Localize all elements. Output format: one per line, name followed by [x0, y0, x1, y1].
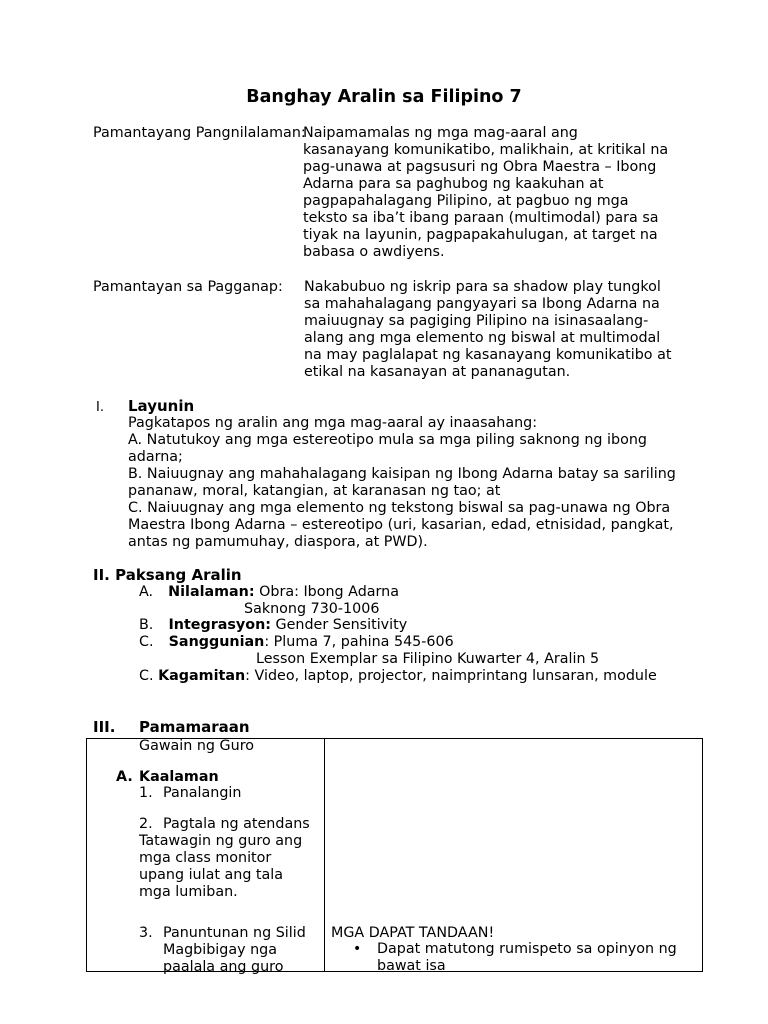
list-item — [139, 617, 407, 634]
item-value: Obra: Ibong Adarna — [259, 584, 399, 600]
page-title: Banghay Aralin sa Filipino 7 — [246, 87, 522, 107]
item-label: Sanggunian — [168, 634, 265, 650]
list-item — [139, 584, 399, 601]
section3-numeral: III. — [93, 718, 116, 736]
item-label: Nilalaman: — [168, 584, 255, 600]
bullet-icon: • — [353, 941, 362, 957]
reminders-heading: MGA DAPAT TANDAAN! — [331, 925, 495, 941]
item-value: : Video, laptop, projector, naimprintang lunsaran, module — [245, 668, 657, 684]
step-prayer: Panalangin — [163, 785, 242, 801]
section1-body: Pagkatapos ng aralin ang mga mag-aaral ay inaasahang: A. Natutukoy ang mga estereotipo mula sa mga piling saknong ng ibong adarna; B. Naiuugnay ang mahahalagang kaisipan ng Ibong Adarna batay sa sariling pananaw, moral, katangian, at karanasan ng tao; at C. Naiuugnay ang mga elemento ng tekstong biswal sa pag-unawa ng Obra Maestra Ibong Adarna – estereotipo (uri, kasarian, edad, etnisidad, pangkat, antas ng pamumuhay, diaspora, at PWD). — [128, 415, 676, 550]
item-value: Gender Sensitivity — [275, 617, 408, 633]
section2-numeral: II. — [93, 566, 110, 584]
step-number: 2. — [139, 816, 153, 832]
section1-numeral: I. — [96, 400, 104, 415]
section2-heading: Paksang Aralin — [115, 566, 242, 584]
step-number: 3. — [139, 925, 153, 941]
item-letter: A. — [139, 584, 154, 600]
teacher-activity-header: Gawain ng Guro — [139, 738, 255, 754]
step-classroom-rules: Panuntunan ng Silid Magbibigay nga paalala ang guro — [163, 925, 306, 975]
list-item — [139, 668, 657, 685]
item-label: Kagamitan — [158, 668, 246, 684]
nilalaman-continuation: Saknong 730-1006 — [244, 601, 380, 617]
subsection-letter: A. — [116, 769, 133, 785]
list-item — [139, 634, 454, 651]
step-number: 1. — [139, 785, 153, 801]
item-letter: C. — [139, 668, 154, 684]
performance-standard-text: Nakabubuo ng iskrip para sa shadow play tungkol sa mahahalagang pangyayari sa Ibong Adarna na maiuugnay sa pagiging Pilipino na isinasaalang- alang ang mga elemento ng biswal at multimodal na may paglalapat ng kasanayang komunikatibo at etikal na kasanayan at pananagutan. — [304, 279, 672, 380]
item-label: Integrasyon: — [168, 617, 271, 633]
content-standard-text: Naipamamalas ng mga mag-aaral ang kasanayang komunikatibo, malikhain, at kritikal na pag-unawa at pagsusuri ng Obra Maestra – Ibong Adarna para sa paghubog ng kaakuhan at pagpapahalagang Pilipino, at pagbuo ng mga teksto sa iba’t ibang paraan (multimodal) para sa tiyak na layunin, pagpapakahulugan, at target na babasa o awdiyens. — [303, 125, 669, 260]
content-standard-label: Pamantayang Pangnilalaman: — [93, 125, 306, 141]
item-letter: C. — [139, 634, 154, 650]
item-value: : Pluma 7, pahina 545-606 — [264, 634, 454, 650]
section2-title — [93, 567, 242, 584]
column-divider — [324, 739, 325, 971]
performance-standard-label: Pamantayan sa Pagganap: — [93, 279, 283, 295]
step-attendance: Pagtala ng atendans Tatawagin ng guro ang mga class monitor upang iulat ang tala mga lumiban. — [139, 816, 310, 900]
section1-heading: Layunin — [128, 397, 195, 415]
sanggunian-continuation: Lesson Exemplar sa Filipino Kuwarter 4, Aralin 5 — [256, 651, 600, 667]
subsection-heading: Kaalaman — [139, 769, 219, 785]
item-letter: B. — [139, 617, 154, 633]
reminder-item: Dapat matutong rumispeto sa opinyon ng bawat isa — [377, 941, 677, 974]
section3-heading: Pamamaraan — [139, 718, 250, 736]
